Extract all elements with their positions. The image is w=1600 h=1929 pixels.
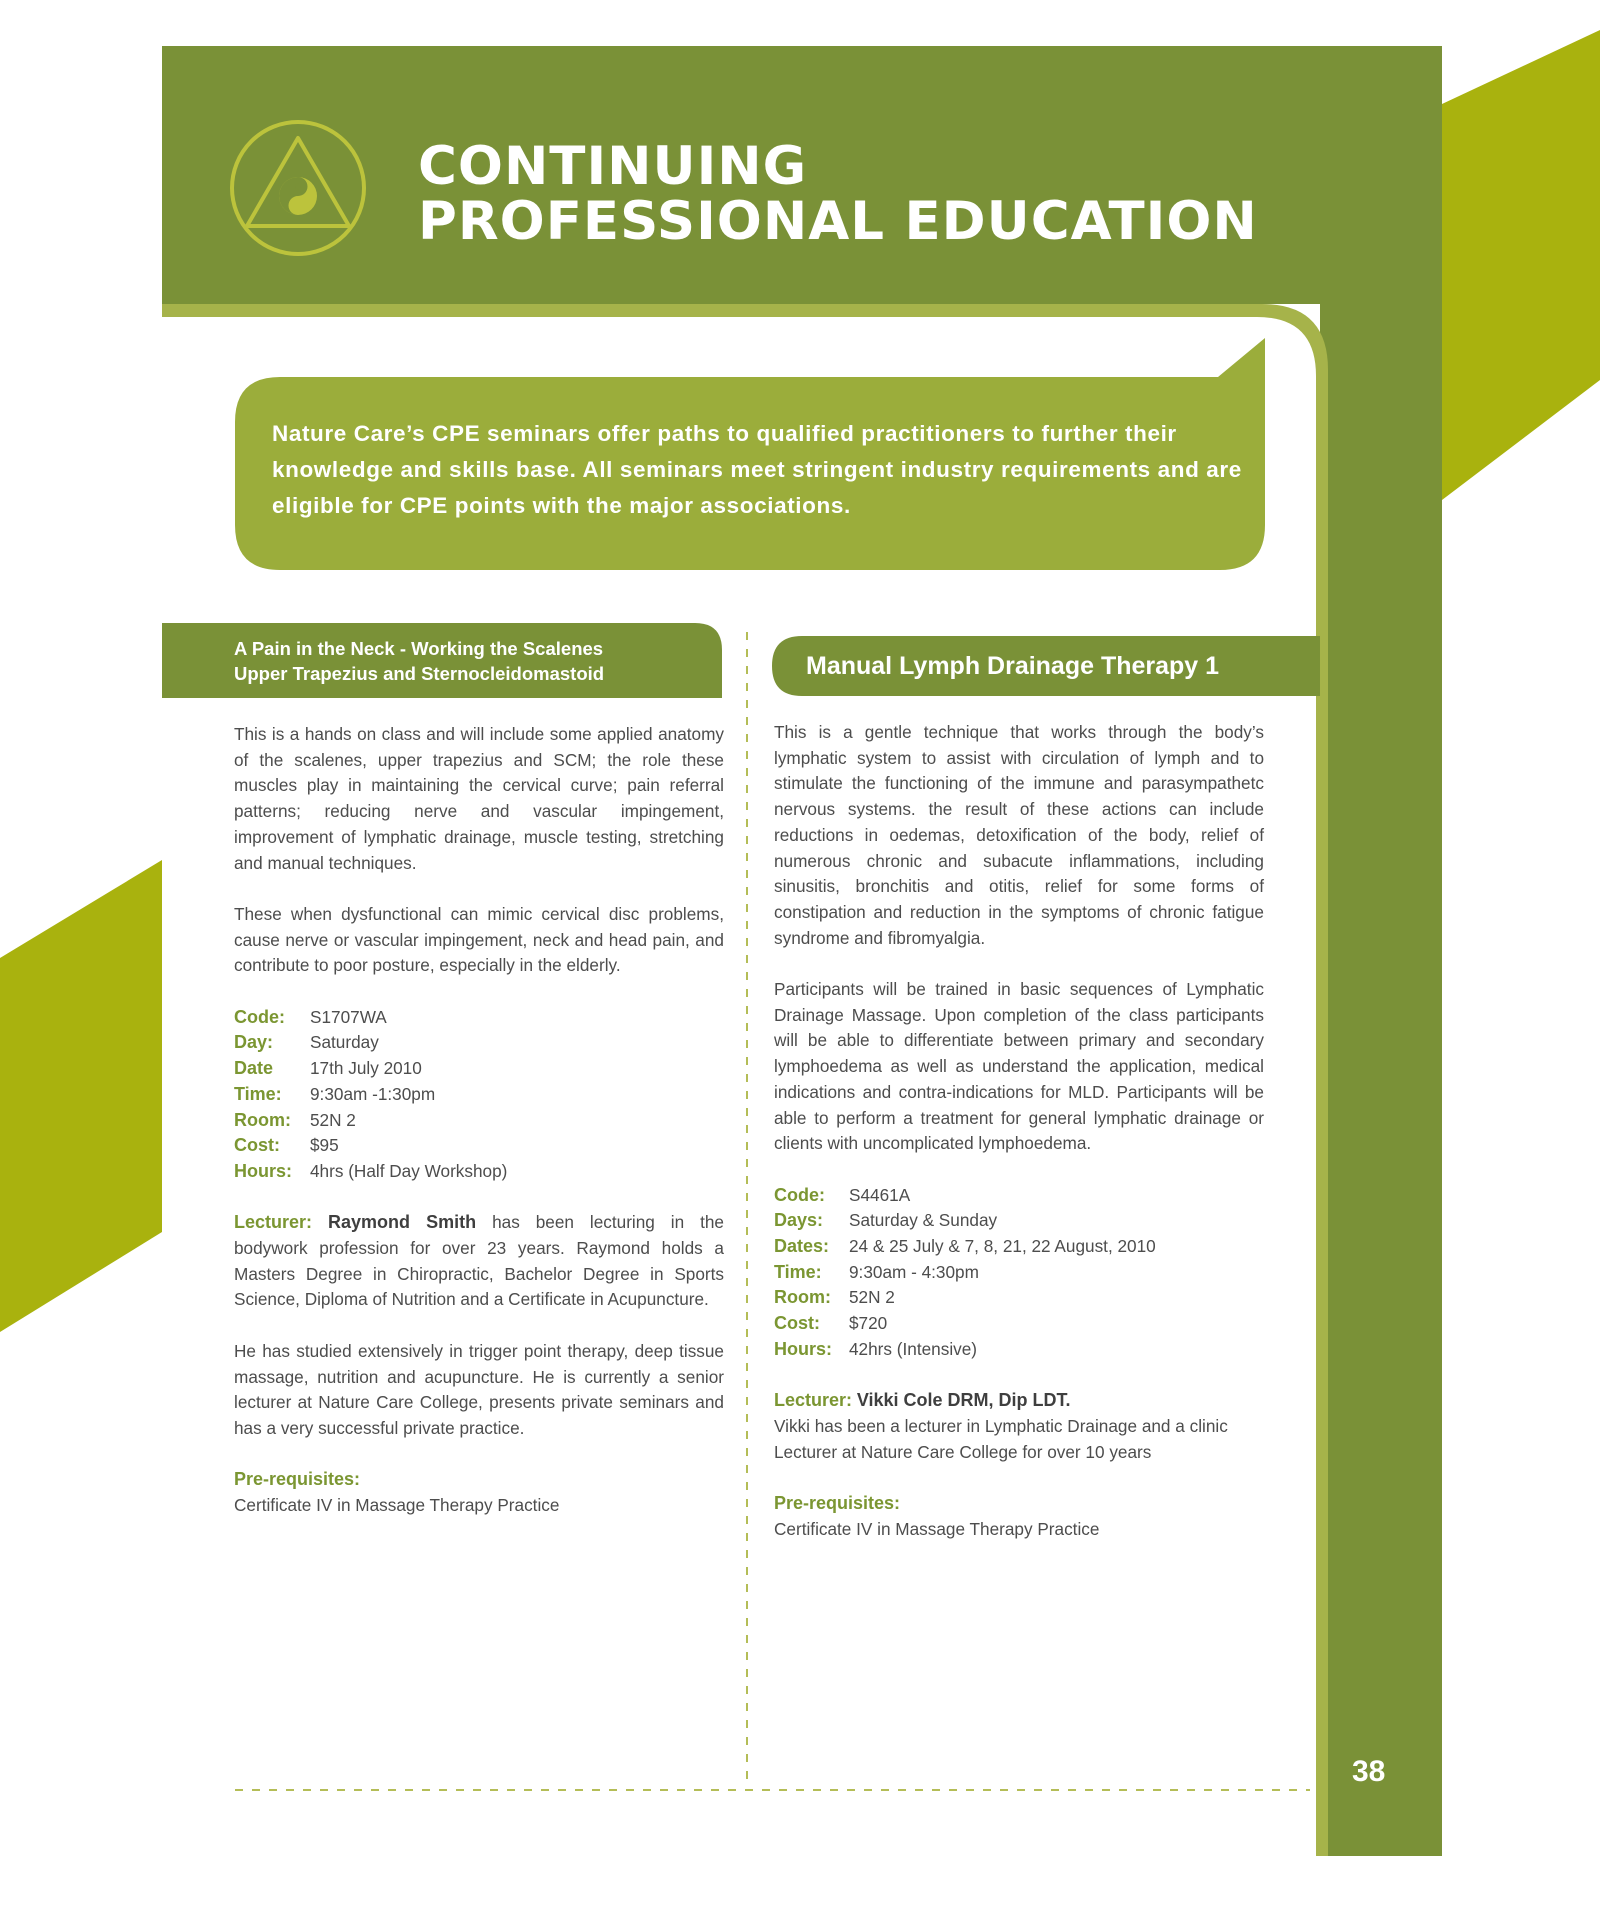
detail-row — [774, 1208, 1264, 1234]
detail-label: Code: — [774, 1184, 825, 1205]
detail-value: 4hrs (Half Day Workshop) — [310, 1160, 508, 1181]
detail-row — [774, 1234, 1264, 1260]
detail-label: Room: — [774, 1287, 831, 1308]
detail-value: 9:30am - 4:30pm — [849, 1261, 979, 1282]
detail-label: Code: — [234, 1006, 285, 1027]
right-lecturer-heading — [774, 1388, 1264, 1414]
detail-value: S4461A — [849, 1184, 911, 1205]
right-course-paragraph-2: Participants will be trained in basic sequences of Lymphatic Drainage Massage. Upon completion of the class participants will be able to differentiate between primary and secondary lymphoedema as well as understand the application, medical indications and contra-indications for MLD. Participants will be able to perform a treatment for general lymphatic drainage or clients with uncomplicated lymphoedema. — [774, 979, 1264, 1154]
detail-label: Dates: — [774, 1236, 830, 1257]
left-course-title-line1: A Pain in the Neck - Working the Scalenes — [234, 638, 604, 659]
lecturer-label: Lecturer: — [234, 1212, 313, 1233]
detail-value: 17th July 2010 — [310, 1058, 422, 1079]
prereq-value: Certificate IV in Massage Therapy Practice — [234, 1495, 560, 1516]
detail-row — [234, 1108, 724, 1134]
detail-row — [234, 1159, 724, 1185]
detail-value: 9:30am -1:30pm — [310, 1083, 436, 1104]
lecturer-bio: Vikki has been a lecturer in Lymphatic Drainage and a clinic Lecturer at Nature Care College for over 10 years — [774, 1415, 1228, 1462]
left-course-details — [234, 1005, 724, 1185]
detail-value: 24 & 25 July & 7, 8, 21, 22 August, 2010 — [849, 1236, 1156, 1257]
lecturer-bio: has been lecturing in the bodywork profession for over 23 years. Raymond holds a Masters Degree in Chiropractic, Bachelor Degree in Sports Science, Diploma of Nutrition and a Certificate in Acupuncture. — [234, 1212, 724, 1310]
detail-row — [234, 1133, 724, 1159]
prereq-label: Pre-requisites: — [774, 1493, 901, 1514]
right-sidebar — [1320, 46, 1442, 1856]
detail-value: 52N 2 — [310, 1109, 356, 1130]
left-course-paragraph-3: He has studied extensively in trigger point therapy, deep tissue massage, nutrition and acupuncture. He is currently a senior lecturer at Nature Care College, presents private seminars and has a very successful private practice. — [234, 1340, 724, 1438]
intro-text: Nature Care’s CPE seminars offer paths to qualified practitioners to further their knowledge and skills base. All seminars meet stringent industry requirements and are eligible for CPE points with the major associations. — [272, 421, 1242, 518]
page-number: 38 — [1352, 1755, 1386, 1788]
detail-label: Hours: — [774, 1338, 832, 1359]
right-course-details — [774, 1183, 1264, 1363]
prereq-label: Pre-requisites: — [234, 1469, 361, 1490]
detail-row — [774, 1337, 1264, 1363]
detail-value: 52N 2 — [849, 1287, 895, 1308]
detail-label: Date — [234, 1058, 274, 1079]
left-course-paragraph-2: These when dysfunctional can mimic cervical disc problems, cause nerve or vascular impingement, neck and head pain, and contribute to poor posture, especially in the elderly. — [234, 903, 724, 976]
lecturer-name: Vikki Cole DRM, Dip LDT. — [856, 1390, 1071, 1411]
page-title-line2: PROFESSIONAL EDUCATION — [418, 191, 1258, 252]
detail-label: Days: — [774, 1210, 824, 1231]
right-course-title: Manual Lymph Drainage Therapy 1 — [806, 652, 1220, 680]
detail-row — [234, 1056, 724, 1082]
prereq-value: Certificate IV in Massage Therapy Practice — [774, 1518, 1100, 1539]
detail-label: Room: — [234, 1109, 291, 1130]
left-course-title-line2: Upper Trapezius and Sternocleidomastoid — [234, 663, 605, 684]
detail-row — [774, 1311, 1264, 1337]
lecturer-name: Raymond Smith — [327, 1212, 477, 1233]
detail-row — [234, 1030, 724, 1056]
left-course-body — [234, 722, 724, 1519]
lecturer-label: Lecturer: — [774, 1390, 853, 1411]
left-course-paragraph-1: This is a hands on class and will include some applied anatomy of the scalenes, upper trapezius and SCM; the role these muscles play in maintaining the cervical curve; pain referral patterns; reducing nerve and vascular impingement, improvement of lymphatic drainage, muscle testing, stretching and manual techniques. — [234, 724, 724, 873]
detail-row — [774, 1260, 1264, 1286]
right-course-paragraph-1: This is a gentle technique that works through the body’s lymphatic system to assist with circulation of lymph and to stimulate the functioning of the immune and parasympathetc nervous systems. the result of these actions can include reductions in oedemas, detoxification of the body, relief of numerous chronic and subacute inflammations, including sinusitis, bronchitis and otitis, relief for some forms of constipation and reduction in the symptoms of chronic fatigue syndrome and fibromyalgia. — [774, 722, 1264, 948]
detail-row — [774, 1183, 1264, 1209]
detail-label: Hours: — [234, 1160, 292, 1181]
detail-row — [234, 1082, 724, 1108]
detail-value: S1707WA — [310, 1006, 387, 1027]
detail-value: Saturday & Sunday — [849, 1210, 998, 1231]
lime-band-right — [1442, 30, 1600, 500]
left-lecturer-paragraph — [234, 1210, 724, 1313]
detail-value: Saturday — [310, 1032, 379, 1053]
detail-label: Time: — [234, 1083, 282, 1104]
detail-value: $720 — [849, 1313, 888, 1334]
detail-value: 42hrs (Intensive) — [849, 1338, 978, 1359]
page-title-line1: CONTINUING — [418, 136, 808, 197]
detail-value: $95 — [310, 1135, 339, 1156]
detail-label: Time: — [774, 1261, 822, 1282]
left-course-title — [162, 623, 720, 699]
detail-row — [774, 1285, 1264, 1311]
detail-label: Day: — [234, 1032, 274, 1053]
detail-row — [234, 1005, 724, 1031]
right-course-body — [774, 720, 1264, 1542]
detail-label: Cost: — [234, 1135, 280, 1156]
lime-band-left — [0, 860, 162, 1332]
detail-label: Cost: — [774, 1313, 820, 1334]
